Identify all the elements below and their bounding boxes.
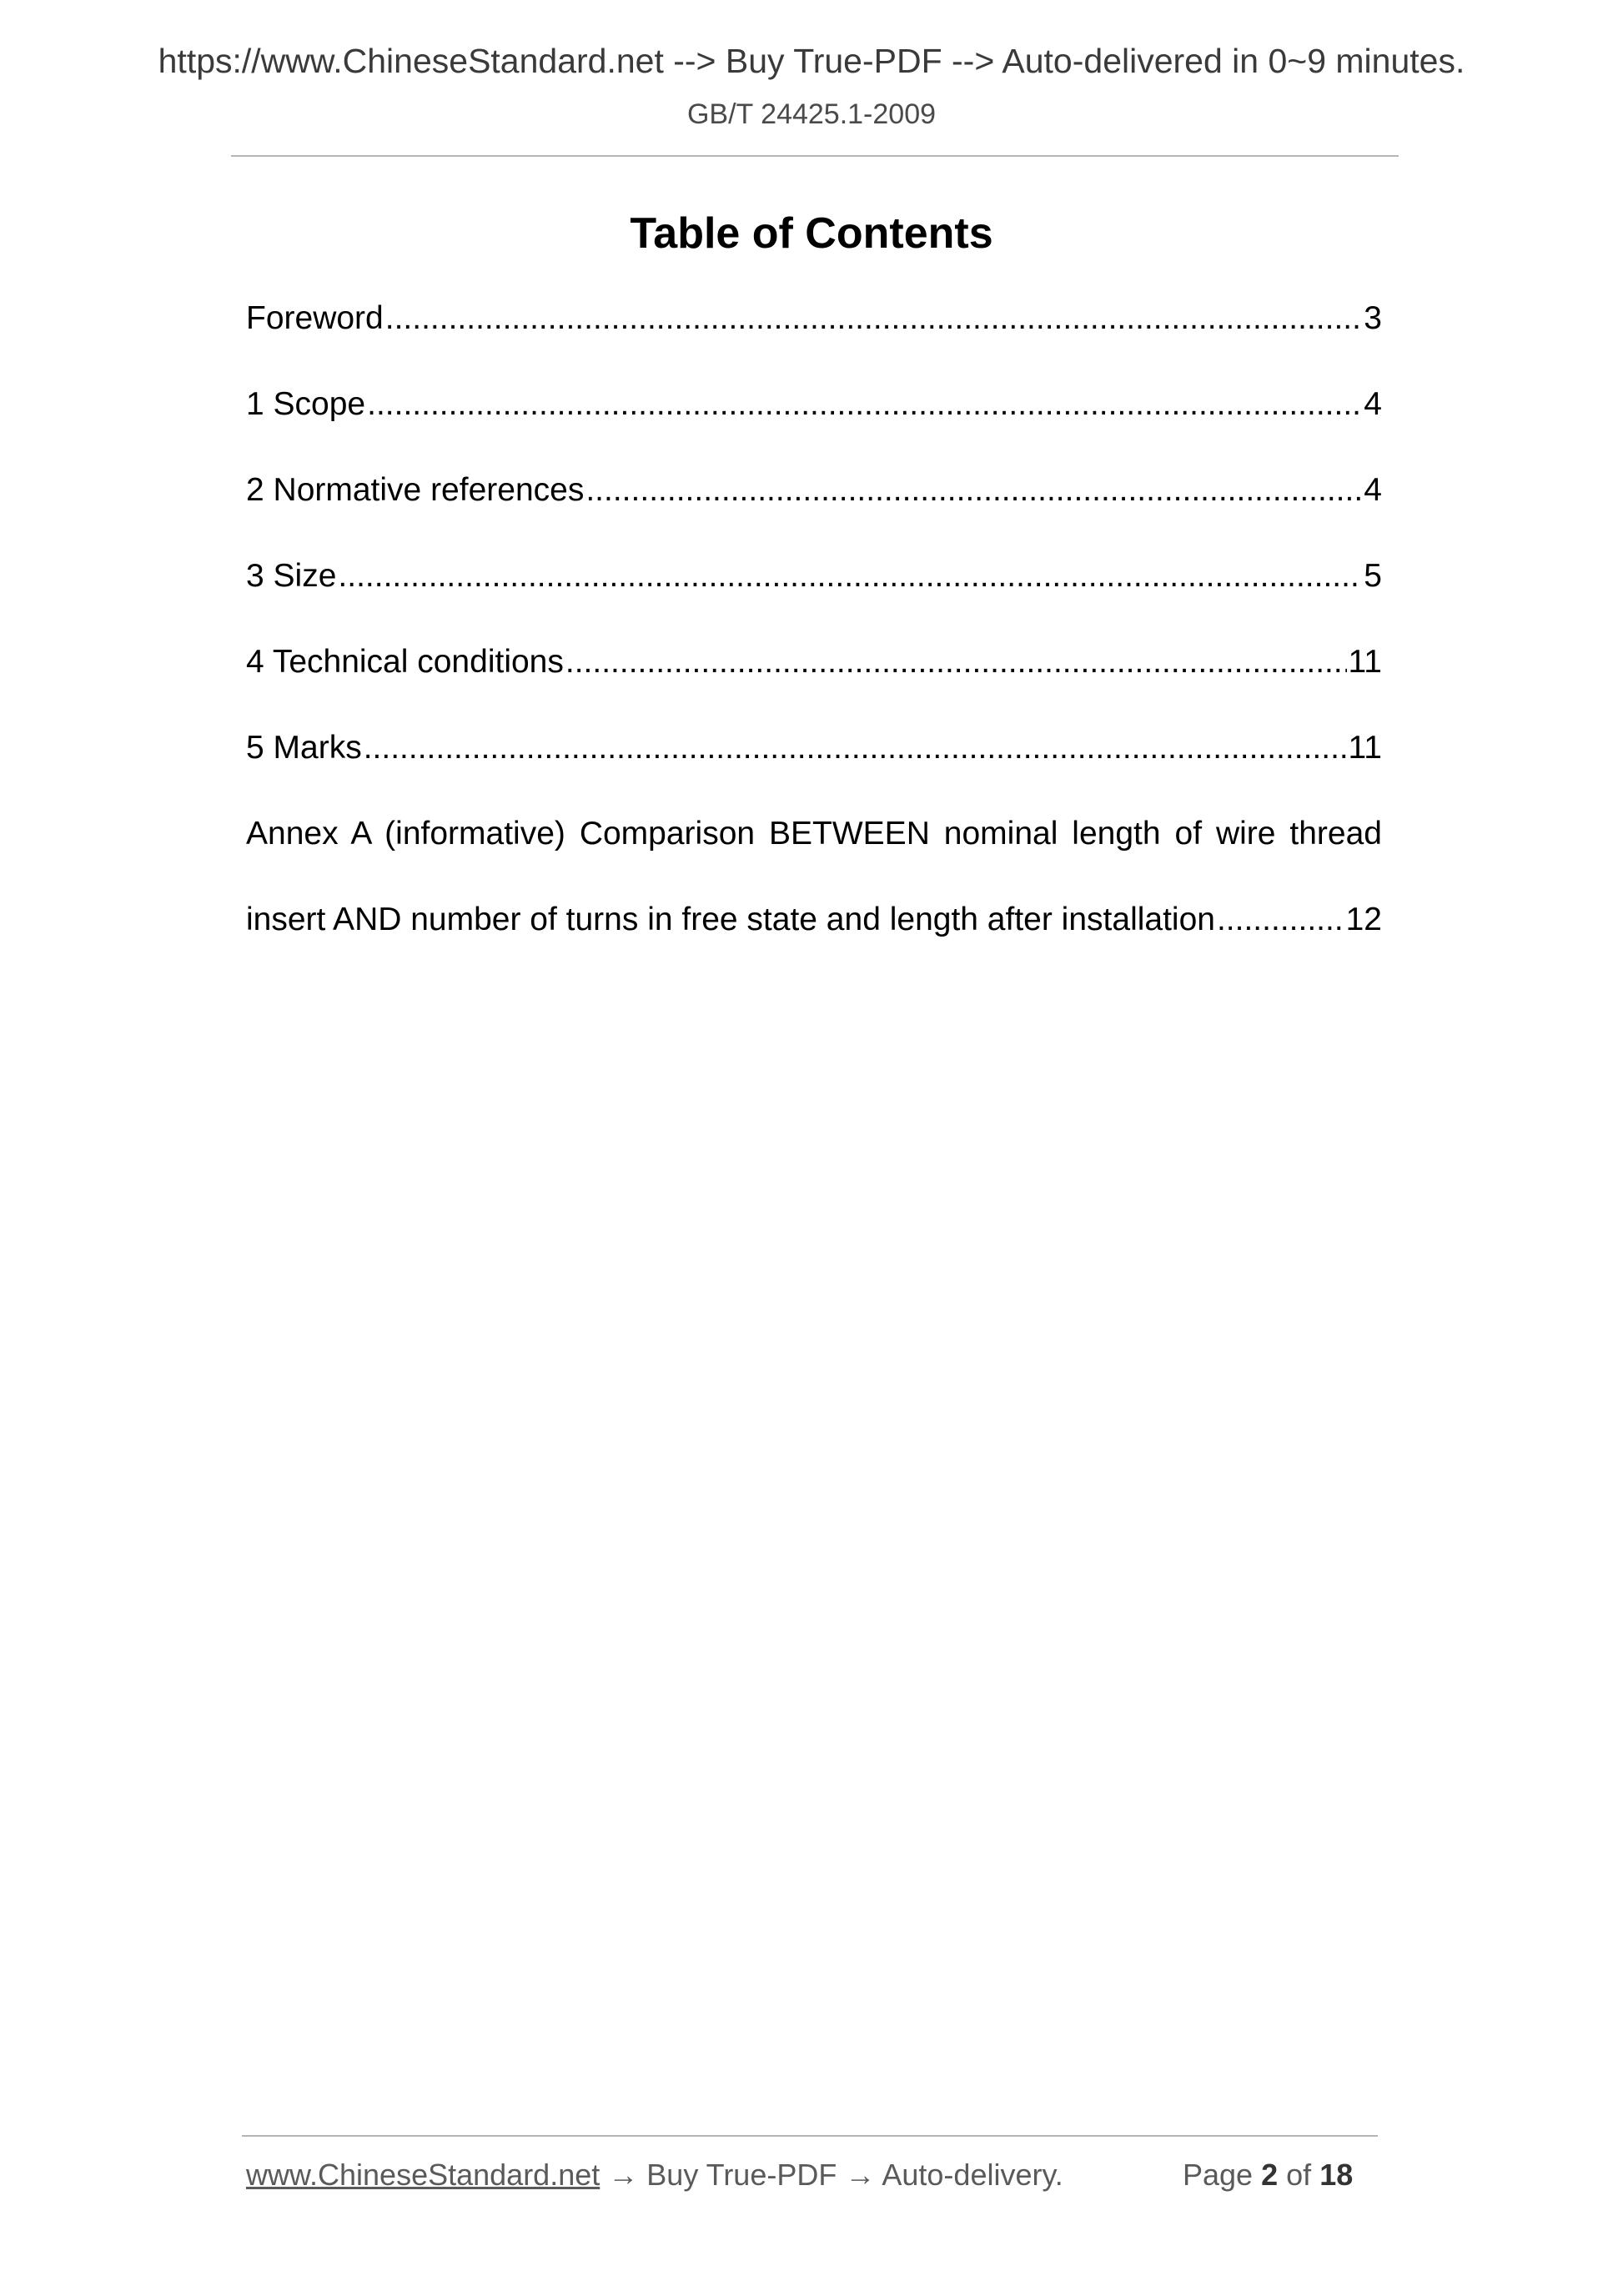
page-word: Page — [1183, 2158, 1254, 2192]
toc-leader-dots — [367, 383, 1362, 426]
toc-leader-dots — [585, 469, 1362, 512]
toc-entry-page: 4 — [1364, 472, 1382, 508]
arrow-icon: → — [608, 2158, 639, 2192]
footer-divider — [242, 2135, 1378, 2137]
toc-entry-label: Foreword — [246, 300, 384, 336]
toc-title: Table of Contents — [630, 209, 993, 258]
header-banner: https://www.ChineseStandard.net --> Buy True-PDF --> Auto-delivered in 0~9 minutes. — [158, 42, 1465, 80]
toc-entry-label: 1 Scope — [246, 386, 366, 422]
footer-buy-text: Buy True-PDF — [646, 2158, 837, 2192]
toc-leader-dots — [338, 555, 1362, 598]
toc-entry-scope[interactable] — [246, 383, 1382, 469]
toc-entry-label: 2 Normative references — [246, 472, 585, 508]
toc-entry-page: 4 — [1364, 386, 1382, 422]
footer-delivery-text: Auto-delivery. — [882, 2158, 1063, 2192]
toc-entry-normative-references[interactable] — [246, 469, 1382, 555]
toc-entry-label: insert AND number of turns in free state and length after installation — [246, 902, 1215, 937]
toc-entry-page: 12 — [1345, 902, 1382, 937]
page-current: 2 — [1261, 2158, 1279, 2192]
toc-entry-page: 11 — [1348, 644, 1382, 680]
page-indicator — [1183, 2158, 1353, 2193]
toc-leader-dots — [364, 726, 1347, 770]
toc-entry-size[interactable] — [246, 555, 1382, 641]
toc-entry-annex-a-line2[interactable] — [246, 898, 1382, 984]
toc-entry-page: 5 — [1364, 558, 1382, 594]
page-total: 18 — [1319, 2158, 1354, 2192]
toc-leader-dots — [565, 641, 1347, 684]
toc-entry-foreword[interactable] — [246, 297, 1382, 383]
toc-entry-annex-a-line1[interactable]: Annex A (informative) Comparison BETWEEN nominal length of wire thread — [246, 816, 1382, 852]
of-word: of — [1286, 2158, 1312, 2192]
toc-entry-label: 5 Marks — [246, 730, 362, 766]
toc-entry-label: 3 Size — [246, 558, 337, 594]
toc-entry-page: 11 — [1348, 730, 1382, 766]
toc-entry-technical-conditions[interactable] — [246, 641, 1382, 726]
footer-promo — [246, 2158, 1063, 2193]
header-divider — [231, 155, 1399, 157]
toc-entry-label: 4 Technical conditions — [246, 644, 564, 680]
toc-leader-dots — [1217, 898, 1344, 942]
toc-entry-page: 3 — [1364, 300, 1382, 336]
footer-site-link[interactable]: www.ChineseStandard.net — [246, 2158, 600, 2192]
toc-entry-marks[interactable] — [246, 726, 1382, 812]
arrow-icon: → — [845, 2158, 876, 2192]
standard-code: GB/T 24425.1-2009 — [686, 98, 937, 130]
table-of-contents — [246, 297, 1382, 984]
toc-leader-dots — [385, 297, 1363, 340]
